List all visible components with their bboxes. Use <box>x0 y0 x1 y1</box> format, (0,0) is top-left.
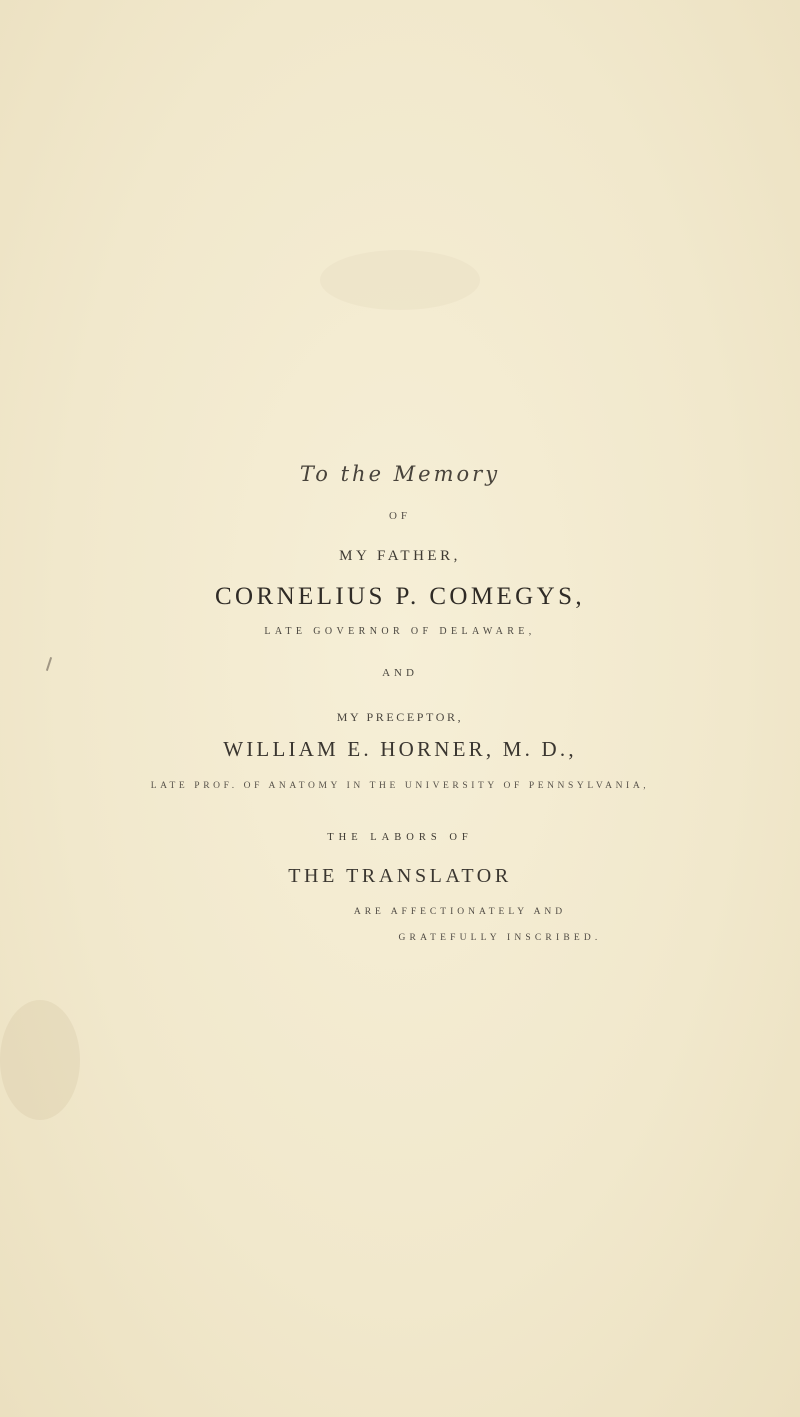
paper-stain <box>0 1000 80 1120</box>
and-line: AND <box>382 667 418 679</box>
memory-heading: To the Memory <box>299 462 501 486</box>
father-name: CORNELIUS P. COMEGYS, <box>214 583 586 610</box>
preceptor-name: WILLIAM E. HORNER, M. D., <box>223 737 577 761</box>
father-line: MY FATHER, <box>339 548 461 564</box>
paper-stain <box>320 250 480 310</box>
labors-line: THE LABORS OF <box>327 832 473 843</box>
inscribed-line: GRATEFULLY INSCRIBED. <box>398 933 602 943</box>
translator-line: THE TRANSLATOR <box>288 865 512 887</box>
of-line: OF <box>388 510 412 522</box>
affection-line: ARE AFFECTIONATELY AND <box>353 907 567 917</box>
preceptor-title: LATE PROF. OF ANATOMY IN THE UNIVERSITY OF PENNSYLVANIA, <box>150 781 650 791</box>
preceptor-line: MY PRECEPTOR, <box>336 710 464 724</box>
father-title: LATE GOVERNOR OF DELAWARE, <box>264 626 536 637</box>
